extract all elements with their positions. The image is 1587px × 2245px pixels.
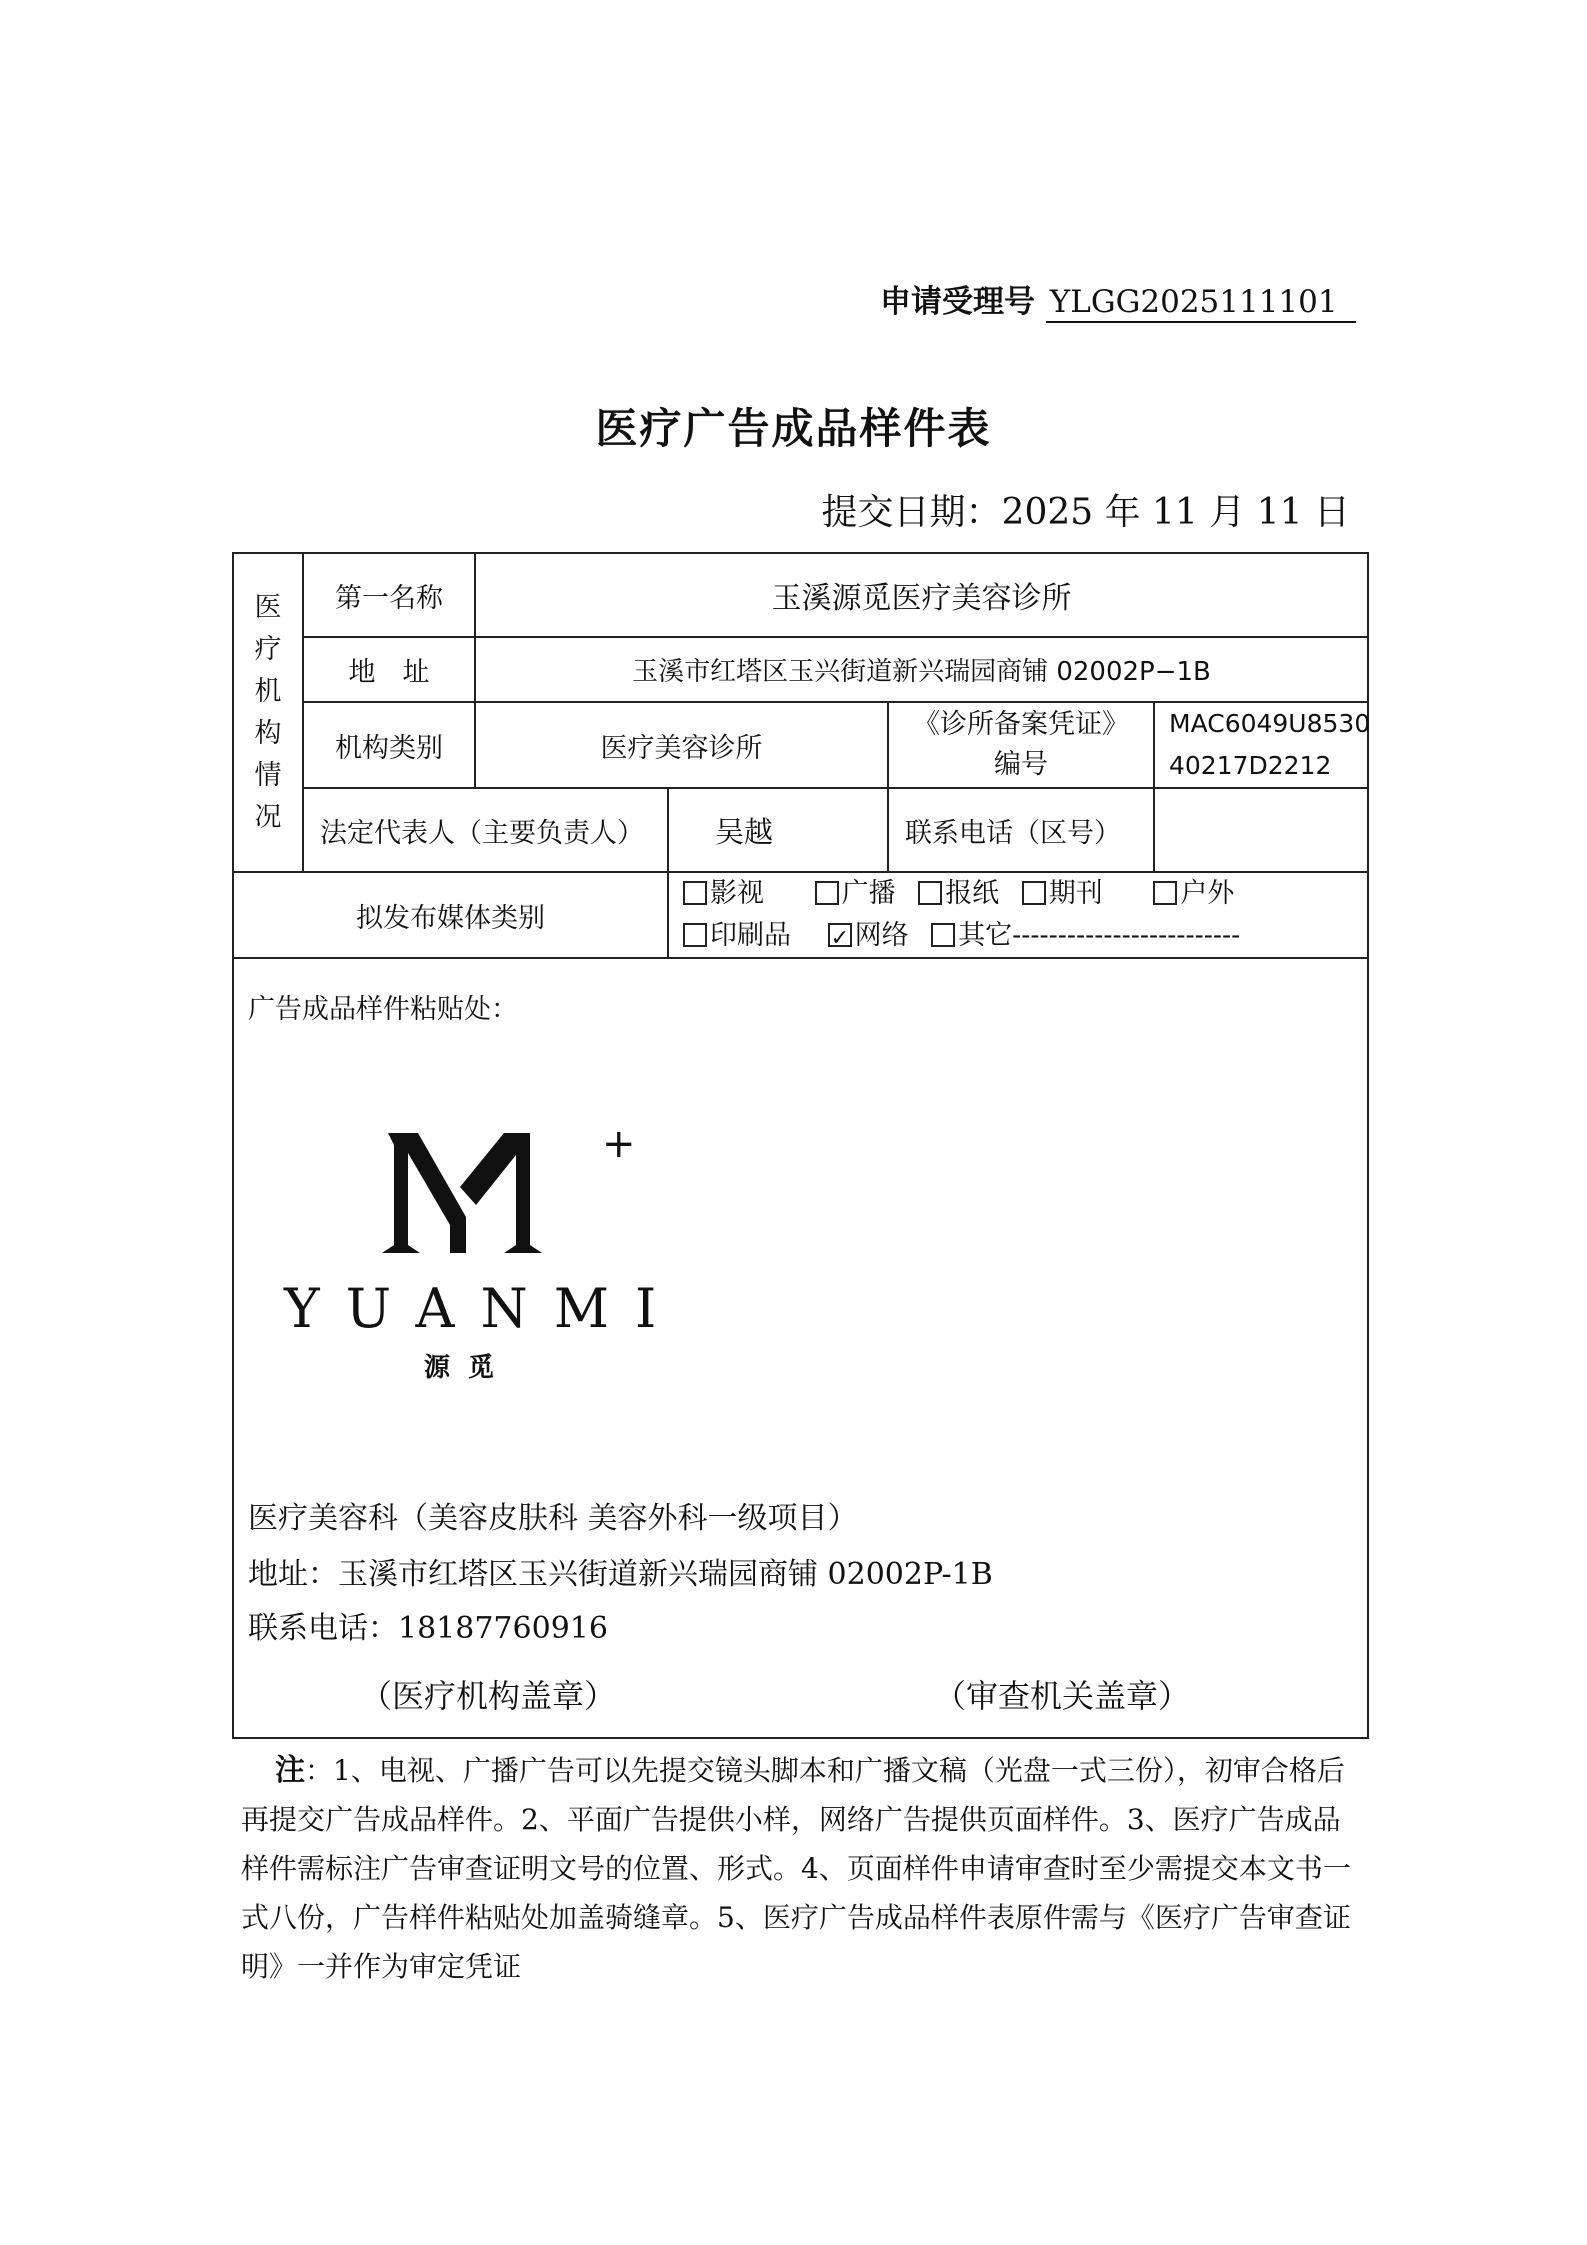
sample-paste-area: [233, 958, 1368, 1738]
checkbox-film[interactable]: 影视: [683, 873, 764, 915]
checkbox-periodical[interactable]: 期刊: [1022, 873, 1103, 915]
logo-m-mark: [380, 1127, 550, 1257]
checkbox-box[interactable]: [918, 881, 942, 905]
page-title: 医疗广告成品样件表: [595, 404, 992, 453]
notes-paragraph: [241, 1746, 1365, 1991]
application-number-value: YLGG2025111101: [1046, 284, 1356, 323]
application-number-label: 申请受理号: [880, 284, 1035, 320]
review-stamp-label: （审查机关盖章）: [934, 1677, 1191, 1715]
institution-stamp-label: （医疗机构盖章）: [360, 1677, 617, 1715]
phone-label: 联系电话（区号）: [888, 788, 1154, 872]
checkbox-box[interactable]: [815, 881, 839, 905]
checkbox-outdoor[interactable]: 户外: [1153, 873, 1234, 915]
name-value: 玉溪源觅医疗美容诊所: [475, 553, 1368, 637]
cert-value-line2: 40217D2212: [1169, 751, 1332, 780]
phone-value: [1154, 788, 1368, 872]
sample-form-table: [232, 552, 1369, 1739]
paste-label: 广告成品样件粘贴处：: [248, 994, 518, 1025]
checkbox-box[interactable]: [1153, 881, 1177, 905]
checkbox-newspaper[interactable]: 报纸: [918, 873, 999, 915]
notes-prefix: 注: [275, 1753, 305, 1788]
checkbox-other[interactable]: 其它-------------------------: [931, 915, 1240, 957]
cert-value: [1154, 702, 1371, 788]
cert-label: [888, 702, 1154, 788]
address-line: 地址：玉溪市红塔区玉兴街道新兴瑞园商铺 02002P-1B: [248, 1557, 993, 1592]
application-number-line: [880, 276, 1356, 323]
checkbox-internet[interactable]: ✓ 网络: [828, 915, 909, 957]
notes-text: ：1、电视、广播广告可以先提交镜头脚本和广播文稿（光盘一式三份），初审合格后再提交广告成品样件。2、平面广告提供小样，网络广告提供页面样件。3、医疗广告成品样件需标注广告审查证明文号的位置、形式。4、页面样件申请审查时至少需提交本文书一式八份，广告样件粘贴处加盖骑缝章。5、医疗广告成品样件表原件需与《医疗广告审查证明》一并作为审定凭证: [241, 1754, 1351, 1983]
cert-label-line1: 《诊所备案凭证》: [913, 709, 1129, 740]
checkbox-radio[interactable]: 广播: [815, 873, 896, 915]
phone-line: 联系电话：18187760916: [248, 1611, 608, 1646]
name-label: 第一名称: [303, 553, 475, 637]
media-options-row2: [683, 915, 1367, 957]
logo-wordmark: YUANMI: [284, 1277, 683, 1340]
dept-line: 医疗美容科（美容皮肤科 美容外科一级项目）: [248, 1501, 858, 1536]
checkbox-box[interactable]: [683, 881, 707, 905]
media-label: 拟发布媒体类别: [233, 872, 668, 958]
address-label: 地 址: [303, 637, 475, 702]
checkbox-box-checked[interactable]: [828, 923, 852, 947]
legal-rep-label: 法定代表人（主要负责人）: [303, 788, 668, 872]
legal-rep-value: 吴越: [668, 788, 888, 872]
cert-label-line2: 编号: [994, 749, 1048, 780]
submit-date: 提交日期：2025 年 11 月 11 日: [821, 492, 1350, 533]
type-label: 机构类别: [303, 702, 475, 788]
checkbox-box[interactable]: [683, 923, 707, 947]
checkbox-box[interactable]: [1022, 881, 1046, 905]
logo-plus-icon: +: [602, 1121, 636, 1167]
institution-section-label: 医 疗 机 构 情 况: [233, 553, 303, 872]
logo-chinese-name: 源觅: [424, 1353, 513, 1383]
checkbox-box[interactable]: [931, 923, 955, 947]
address-value: 玉溪市红塔区玉兴街道新兴瑞园商铺 02002P−1B: [475, 637, 1368, 702]
type-value: 医疗美容诊所: [475, 702, 888, 788]
checkbox-print[interactable]: 印刷品: [683, 915, 791, 957]
cert-value-line1: MAC6049U8530: [1169, 709, 1371, 738]
media-options-row1: [683, 873, 1367, 915]
yuanmi-logo: [284, 1121, 684, 1383]
media-options: [668, 872, 1368, 958]
